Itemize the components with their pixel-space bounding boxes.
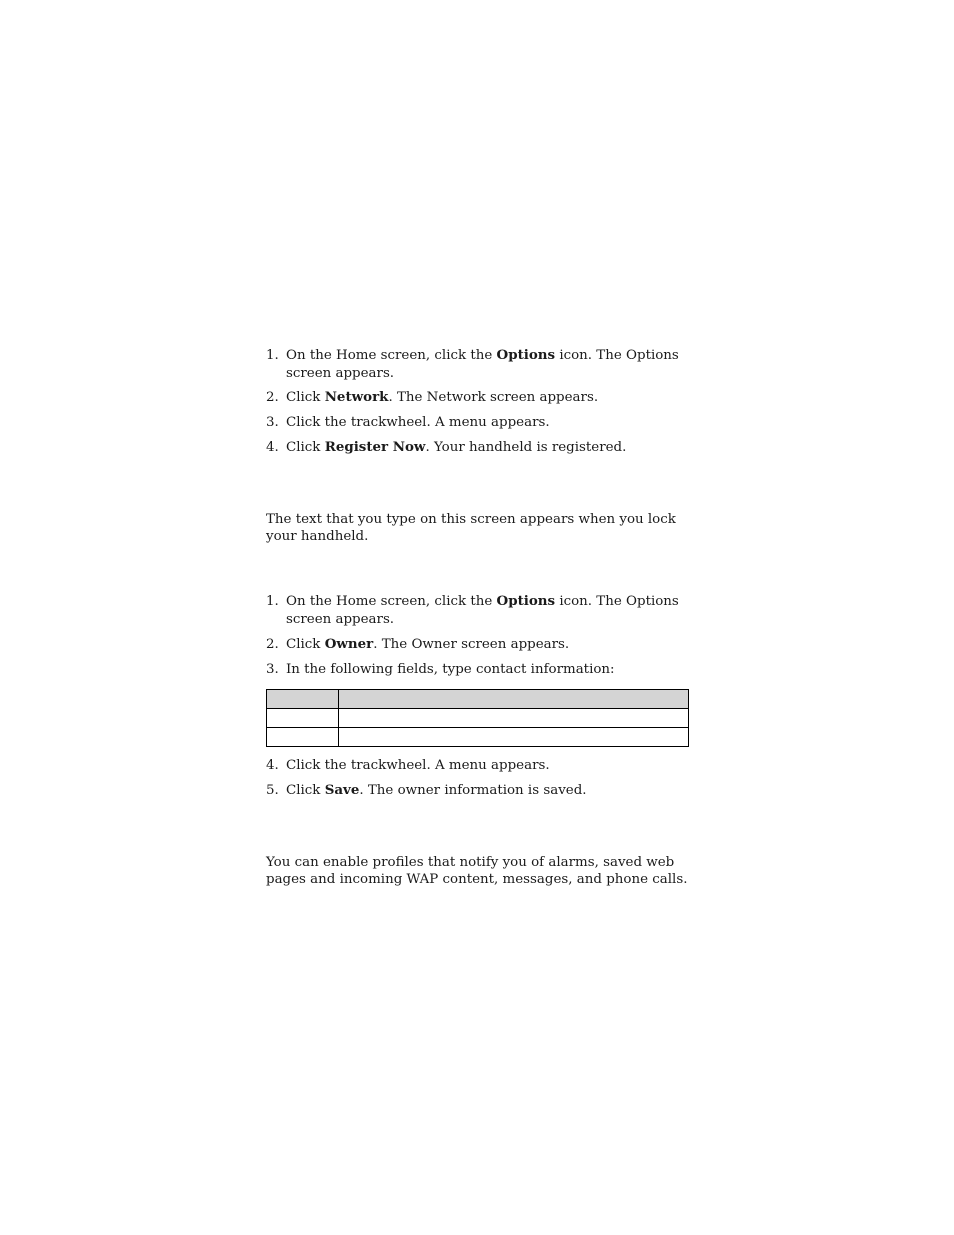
- step-text: icon. The Options screen appears.: [286, 594, 679, 627]
- table-cell: [267, 709, 339, 728]
- step-number: 3.: [266, 662, 279, 677]
- step-bold-term: Options: [496, 593, 556, 609]
- step-1-options: [266, 593, 690, 628]
- step-number: 2.: [266, 637, 279, 652]
- step-bold-term: Owner: [324, 636, 374, 652]
- step-number: 1.: [266, 594, 279, 609]
- step-number: 2.: [266, 390, 279, 405]
- table-row: [267, 728, 689, 747]
- step-2-owner: [266, 636, 690, 654]
- owner-intro-paragraph: The text that you type on this screen appears when you lock your handheld.: [266, 512, 676, 544]
- step-text: . Your handheld is registered.: [425, 440, 627, 455]
- step-text: icon. The Options screen appears.: [286, 348, 679, 381]
- step-text: Click the trackwheel. A menu appears.: [286, 415, 550, 430]
- step-bold-term: Options: [496, 347, 556, 363]
- table-header-cell: [339, 690, 689, 709]
- step-number: 4.: [266, 440, 279, 455]
- step-bold-term: Save: [324, 782, 360, 798]
- step-3-trackwheel: [266, 414, 690, 432]
- step-bold-term: Register Now: [324, 439, 426, 455]
- step-text: Click: [286, 440, 325, 455]
- profiles-intro-paragraph: You can enable profiles that notify you of alarms, saved web pages and incoming WAP content, messages, and phone calls.: [266, 855, 688, 887]
- table-cell: [339, 709, 689, 728]
- step-text: On the Home screen, click the: [286, 348, 497, 363]
- step-text: Click: [286, 637, 325, 652]
- table-header-row: [267, 690, 689, 709]
- step-text: . The Owner screen appears.: [373, 637, 570, 652]
- step-number: 5.: [266, 783, 279, 798]
- step-5-save: [266, 782, 690, 800]
- step-number: 3.: [266, 415, 279, 430]
- step-text: In the following fields, type contact information:: [286, 662, 615, 677]
- step-text: Click: [286, 390, 325, 405]
- step-text: On the Home screen, click the: [286, 594, 497, 609]
- step-number: 4.: [266, 758, 279, 773]
- table-header-cell: [267, 690, 339, 709]
- step-text: . The owner information is saved.: [359, 783, 587, 798]
- step-4-register-now: [266, 439, 690, 457]
- step-bold-term: Network: [324, 389, 389, 405]
- table-row: [267, 709, 689, 728]
- step-2-network: [266, 389, 690, 407]
- step-3-fields: [266, 661, 690, 679]
- step-text: Click the trackwheel. A menu appears.: [286, 758, 550, 773]
- step-1-options: [266, 347, 690, 382]
- owner-fields-table: [266, 689, 689, 747]
- table-cell: [339, 728, 689, 747]
- step-number: 1.: [266, 348, 279, 363]
- step-text: Click: [286, 783, 325, 798]
- step-text: . The Network screen appears.: [388, 390, 599, 405]
- table-cell: [267, 728, 339, 747]
- step-4-trackwheel: [266, 757, 690, 775]
